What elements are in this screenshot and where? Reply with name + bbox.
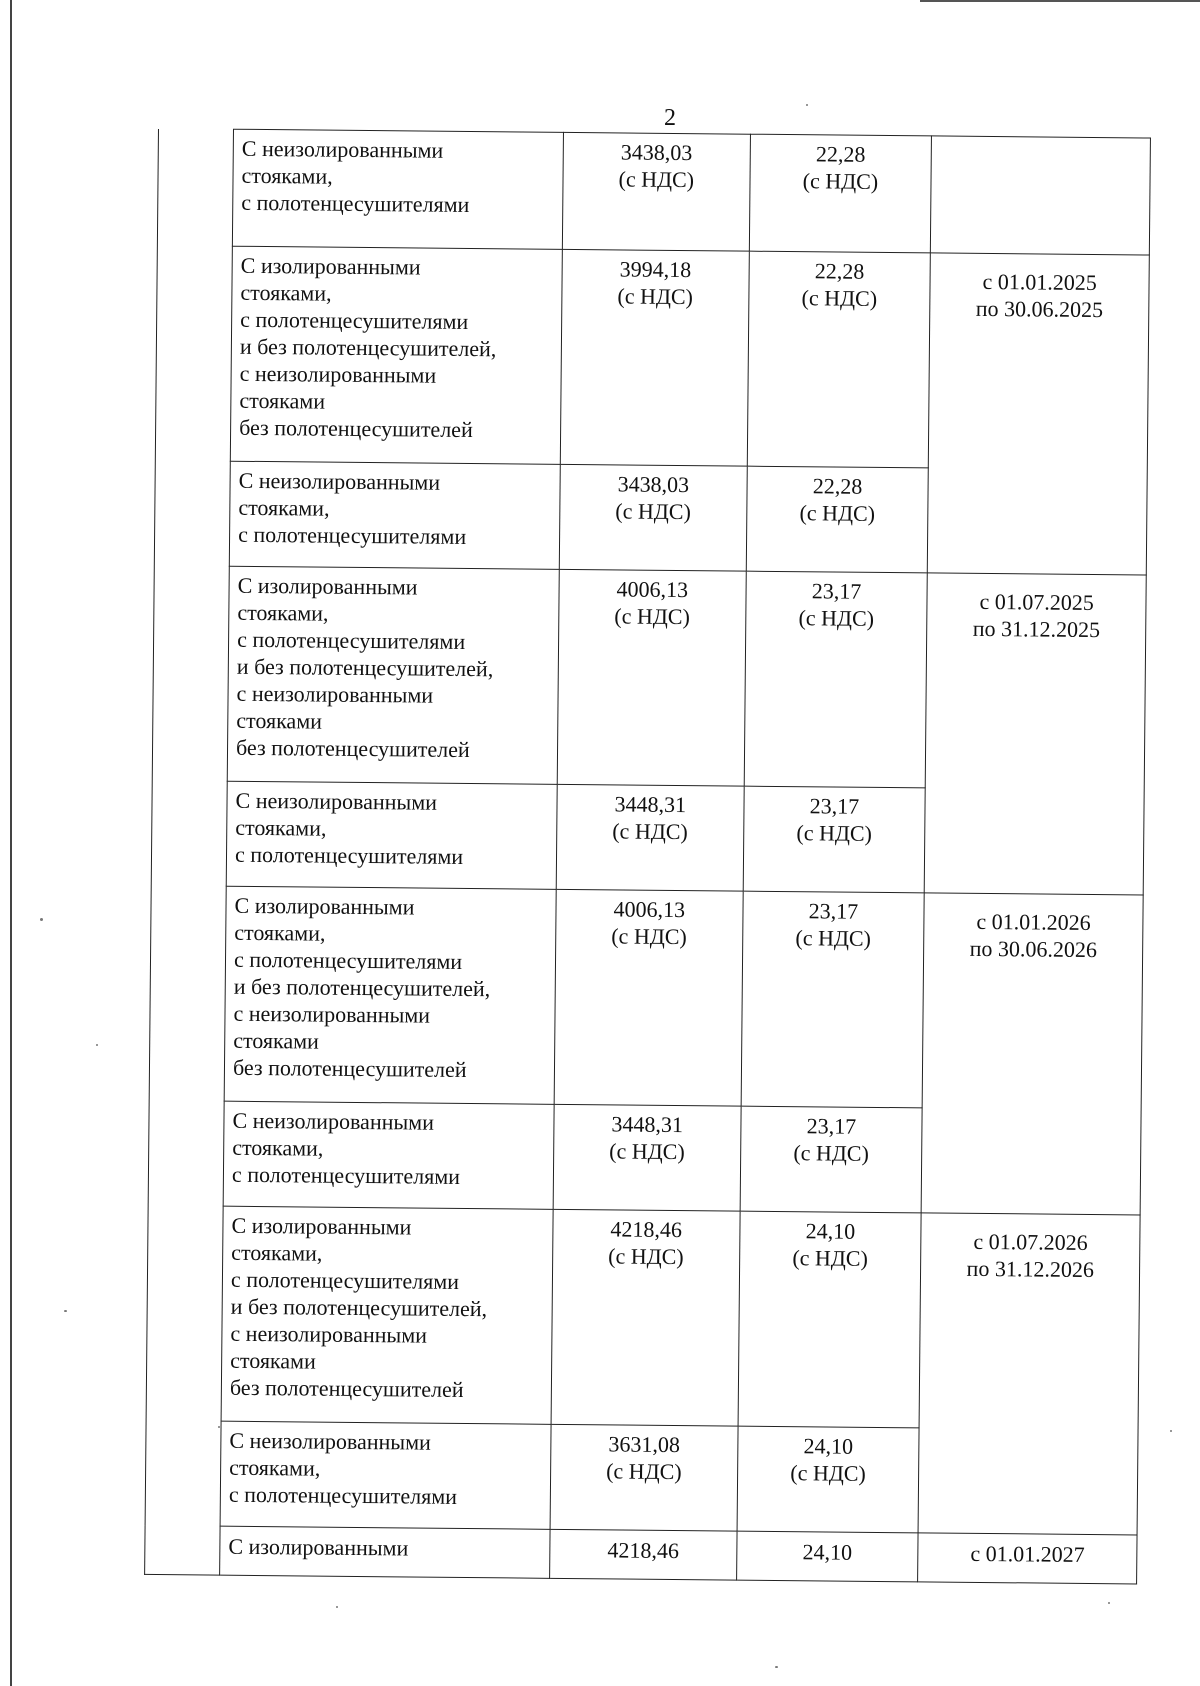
description-line: стояками, <box>232 1134 324 1161</box>
description-line: С изолированными <box>228 1533 409 1561</box>
rate-value: 23,17 <box>806 1113 857 1139</box>
table-row <box>146 1205 1140 1430</box>
period-cell <box>925 573 1147 895</box>
left-column <box>145 129 234 1576</box>
price-value: 3438,03 <box>617 471 690 498</box>
description-line: без полотенцесушителей <box>235 734 470 763</box>
scan-left-edge <box>10 0 12 1686</box>
price-cell <box>553 1104 741 1211</box>
price-value: 4006,13 <box>616 576 689 603</box>
scan-top-edge <box>920 0 1200 2</box>
description-line: С неизолированными <box>229 1427 431 1455</box>
price-value: 4218,46 <box>610 1216 683 1243</box>
row-description <box>226 781 557 889</box>
rate-cell <box>746 466 929 573</box>
description-line: С изолированными <box>240 252 421 280</box>
period-from: с 01.07.2025 <box>979 588 1094 616</box>
period-to: по 31.12.2025 <box>972 615 1101 643</box>
price-cell <box>556 784 744 891</box>
row-description <box>220 1421 551 1529</box>
price-note: (с НДС) <box>608 1243 684 1270</box>
price-value: 4006,13 <box>613 896 686 923</box>
description-line: с полотенцесушителями <box>234 841 464 869</box>
description-line: стояками, <box>229 1454 321 1481</box>
scan-speck <box>64 1310 67 1312</box>
rate-value: 24,10 <box>803 1433 854 1459</box>
period-to: по 30.06.2026 <box>969 935 1098 963</box>
period-cell <box>921 893 1143 1215</box>
price-cell <box>562 132 750 251</box>
rate-cell <box>749 134 932 253</box>
scan-speck <box>775 1666 778 1668</box>
row-description <box>220 1526 550 1578</box>
period-cell <box>928 253 1150 575</box>
description-line: С неизолированными <box>238 467 441 495</box>
rate-note: (с НДС) <box>796 820 873 846</box>
description-line: стояками <box>236 707 323 734</box>
description-line: с неизолированными <box>233 1000 431 1028</box>
description-line: с полотенцесушителями <box>238 521 467 549</box>
scan-speck <box>40 918 43 921</box>
description-line: С неизолированными <box>232 1107 435 1135</box>
price-note: (с НДС) <box>617 283 694 310</box>
price-value: 3448,31 <box>611 1111 684 1138</box>
rate-value: 23,17 <box>809 793 860 819</box>
rate-cell <box>738 1211 922 1428</box>
price-cell <box>559 464 747 571</box>
table-row <box>152 565 1146 790</box>
price-cell <box>551 1209 740 1426</box>
price-note: (с НДС) <box>611 923 687 950</box>
row-description <box>224 886 556 1104</box>
rate-value: 24,10 <box>805 1218 856 1244</box>
row-description <box>227 566 559 784</box>
rate-value: 22,28 <box>815 141 866 167</box>
description-line: с неизолированными <box>236 680 434 708</box>
rate-value: 22,28 <box>814 258 865 284</box>
price-cell <box>550 1424 738 1531</box>
period-to: по 31.12.2026 <box>966 1255 1095 1283</box>
rate-value: 24,10 <box>802 1539 853 1565</box>
rate-note: (с НДС) <box>799 500 876 526</box>
rate-cell <box>744 571 928 788</box>
rate-cell <box>740 1106 923 1213</box>
row-description <box>221 1206 553 1424</box>
description-line: без полотенцесушителей <box>229 1374 464 1402</box>
description-line: стояками, <box>234 919 326 946</box>
rate-cell <box>736 1531 918 1582</box>
rate-note: (с НДС) <box>792 1245 869 1271</box>
description-line: С изолированными <box>231 1212 412 1240</box>
row-description <box>232 129 563 249</box>
price-note: (с НДС) <box>614 603 690 630</box>
rate-value: 23,17 <box>808 898 859 924</box>
scan-speck <box>806 104 808 106</box>
description-line: стояками, <box>235 814 327 841</box>
scan-speck <box>96 1044 98 1046</box>
description-line: без полотенцесушителей <box>232 1054 467 1083</box>
price-value: 4218,46 <box>607 1537 680 1564</box>
description-line: с полотенцесушителями <box>231 1161 461 1189</box>
scan-speck <box>336 1606 338 1608</box>
description-line: с полотенцесушителями <box>228 1481 458 1509</box>
row-description <box>230 246 562 464</box>
row-description <box>223 1101 554 1209</box>
description-line: и без полотенцесушителей, <box>233 973 491 1002</box>
price-cell <box>557 569 746 786</box>
price-value: 3448,31 <box>614 791 687 818</box>
description-line: и без полотенцесушителей, <box>239 333 497 362</box>
rate-cell <box>741 891 925 1108</box>
price-value: 3438,03 <box>620 139 693 166</box>
description-line: стояками <box>233 1027 320 1054</box>
rate-note: (с НДС) <box>790 1460 866 1486</box>
scan-speck <box>1170 1430 1172 1432</box>
description-line: с полотенцесушителями <box>233 946 463 974</box>
period-cell <box>931 136 1151 255</box>
rate-value: 22,28 <box>812 473 863 499</box>
tariff-table <box>144 128 1151 1584</box>
rate-cell <box>747 251 931 468</box>
description-line: стояками, <box>240 279 332 306</box>
table-row <box>155 245 1149 470</box>
price-note: (с НДС) <box>612 818 688 845</box>
description-line: С изолированными <box>237 572 418 600</box>
description-line: стояками <box>230 1347 316 1374</box>
description-line: с неизолированными <box>239 360 437 388</box>
description-line: С неизолированными <box>241 135 444 163</box>
table-row <box>157 129 1150 256</box>
description-line: и без полотенцесушителей, <box>236 653 494 682</box>
period-cell <box>918 1213 1140 1535</box>
description-line: и без полотенцесушителей, <box>230 1293 488 1322</box>
price-note: (с НДС) <box>615 498 691 525</box>
table-row <box>149 885 1143 1110</box>
price-value: 3994,18 <box>619 256 692 283</box>
price-value: 3631,08 <box>608 1431 681 1458</box>
period-to: по 30.06.2025 <box>975 295 1104 323</box>
rate-note: (с НДС) <box>801 285 878 311</box>
period-from: с 01.01.2025 <box>982 268 1097 296</box>
price-note: (с НДС) <box>618 166 695 193</box>
page-number: 2 <box>664 105 676 131</box>
rate-note: (с НДС) <box>795 925 872 951</box>
period-cell <box>918 1533 1137 1584</box>
price-note: (с НДС) <box>606 1458 682 1485</box>
scan-speck <box>218 1426 220 1428</box>
period-from: с 01.07.2026 <box>973 1228 1088 1255</box>
description-line: стояками, <box>238 494 330 521</box>
description-line: с полотенцесушителями <box>240 306 469 334</box>
description-line: С неизолированными <box>235 787 438 815</box>
description-line: стояками <box>239 387 326 414</box>
scan-speck <box>1108 1602 1110 1604</box>
description-line: с полотенцесушителями <box>230 1266 460 1294</box>
period-from: с 01.01.2027 <box>970 1540 1085 1567</box>
rate-note: (с НДС) <box>798 605 875 631</box>
description-line: с полотенцесушителями <box>237 626 466 654</box>
description-line: стояками, <box>241 162 333 189</box>
price-note: (с НДС) <box>609 1138 685 1165</box>
description-line: с полотенцесушителями <box>241 189 470 217</box>
period-from: с 01.01.2026 <box>976 908 1091 935</box>
price-cell <box>560 249 749 466</box>
row-description <box>229 461 560 569</box>
description-line: с неизолированными <box>230 1320 428 1348</box>
description-line: стояками, <box>231 1239 323 1266</box>
rate-note: (с НДС) <box>802 168 879 194</box>
table-row <box>145 1525 1137 1584</box>
rate-note: (с НДС) <box>793 1140 870 1166</box>
price-cell <box>554 889 743 1106</box>
rate-cell <box>743 786 926 893</box>
rate-value: 23,17 <box>811 578 862 604</box>
description-line: без полотенцесушителей <box>239 414 473 443</box>
description-line: С изолированными <box>234 892 415 920</box>
description-line: стояками, <box>237 599 329 626</box>
rate-cell <box>737 1426 920 1533</box>
price-cell <box>550 1529 737 1580</box>
